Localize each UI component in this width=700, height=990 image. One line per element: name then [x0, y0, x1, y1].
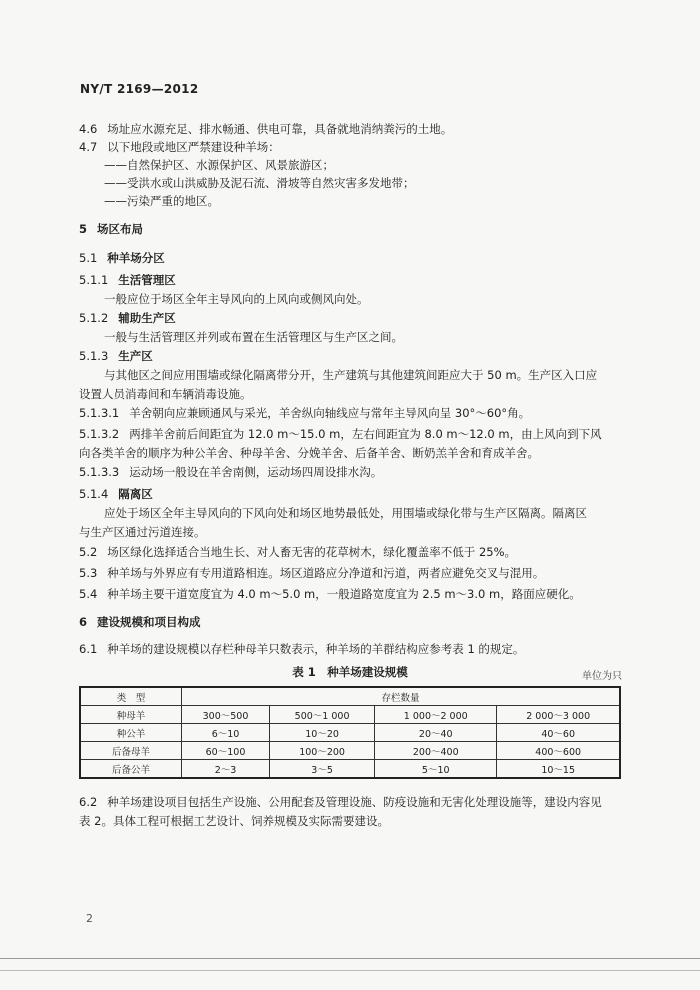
table-cell: 500～1 000: [270, 706, 375, 724]
paragraph: 设置人员消毒间和车辆消毒设施。: [79, 387, 252, 401]
header-type: 类 型: [80, 687, 182, 706]
clause-5-1-3-3: 5.1.3.3 运动场一般设在羊舍南侧，运动场四周设排水沟。: [79, 465, 383, 479]
table-cell: 60～100: [182, 742, 270, 760]
table-row: [80, 706, 620, 724]
paragraph: 与生产区通过污道连接。: [79, 525, 206, 539]
standard-code-header: NY/T 2169—2012: [80, 82, 199, 96]
table-cell: 6～10: [182, 724, 270, 742]
table-cell: 40～60: [497, 724, 620, 742]
clause-5-1-4: 5.1.4 隔离区: [79, 487, 153, 501]
table-cell: 2 000～3 000: [497, 706, 620, 724]
clause-5-1-3-1: 5.1.3.1 羊舍朝向应兼顾通风与采光，羊舍纵向轴线应与常年主导风向呈 30°～60°角。: [79, 406, 531, 420]
section-5-heading: 5 场区布局: [79, 222, 144, 236]
list-item: ——污染严重的地区。: [104, 194, 219, 208]
list-item: ——自然保护区、水源保护区、风景旅游区；: [104, 158, 334, 172]
row-label: 种公羊: [80, 724, 182, 742]
row-label: 后备母羊: [80, 742, 182, 760]
clause-6-1: 6.1 种羊场的建设规模以存栏种母羊只数表示，种羊场的羊群结构应参考表 1 的规定。: [79, 642, 525, 656]
clause-4-7: 4.7 以下地段或地区严禁建设种羊场：: [79, 140, 280, 154]
clause-5-4: 5.4 种羊场主要干道宽度宜为 4.0 m～5.0 m，一般道路宽度宜为 2.5 m～3.0 m，路面应硬化。: [79, 587, 581, 601]
paragraph: 一般与生活管理区并列或布置在生活管理区与生产区之间。: [104, 330, 403, 344]
clause-5-2: 5.2 场区绿化选择适合当地生长、对人畜无害的花草树木，绿化覆盖率不低于 25%。: [79, 545, 517, 559]
clause-5-1-1: 5.1.1 生活管理区: [79, 273, 176, 287]
table-header-row: [80, 687, 620, 706]
table-cell: 5～10: [375, 760, 497, 779]
table-cell: 100～200: [270, 742, 375, 760]
clause-6-2: 6.2 种羊场建设项目包括生产设施、公用配套及管理设施、防疫设施和无害化处理设施等，建设内容见: [79, 795, 602, 809]
clause-5-3: 5.3 种羊场与外界应有专用道路相连。场区道路应分净道和污道，两者应避免交叉与混用。: [79, 566, 545, 580]
table-cell: 10～20: [270, 724, 375, 742]
page-bottom-rule: [0, 970, 700, 971]
table-cell: 10～15: [497, 760, 620, 779]
clause-4-6: 4.6 场址应水源充足、排水畅通、供电可靠，具备就地消纳粪污的土地。: [79, 122, 453, 136]
table-title: 表 1 种羊场建设规模: [292, 665, 408, 679]
list-item: ——受洪水或山洪威胁及泥石流、滑坡等自然灾害多发地带；: [104, 176, 415, 190]
table-row: [80, 760, 620, 779]
paragraph: 与其他区之间应用围墙或绿化隔离带分开，生产建筑与其他建筑间距应大于 50 m。生产区入口应: [104, 368, 598, 382]
table-cell: 2～3: [182, 760, 270, 779]
paragraph: 应处于场区全年主导风向的下风向处和场区地势最低处，用围墙或绿化带与生产区隔离。隔离区: [104, 506, 587, 520]
header-stock-count: 存栏数量: [182, 687, 621, 706]
table-cell: 3～5: [270, 760, 375, 779]
scale-table: [79, 686, 621, 779]
section-6-heading: 6 建设规模和项目构成: [79, 615, 201, 629]
table-row: [80, 742, 620, 760]
paragraph: 一般应位于场区全年主导风向的上风向或侧风向处。: [104, 292, 369, 306]
paragraph: 向各类羊舍的顺序为种公羊舍、种母羊舍、分娩羊舍、后备羊舍、断奶羔羊舍和育成羊舍。: [79, 446, 539, 460]
table-cell: 20～40: [375, 724, 497, 742]
paragraph: 表 2。具体工程可根据工艺设计、饲养规模及实际需要建设。: [79, 814, 389, 828]
row-label: 后备公羊: [80, 760, 182, 779]
table-cell: 1 000～2 000: [375, 706, 497, 724]
row-label: 种母羊: [80, 706, 182, 724]
clause-5-1-2: 5.1.2 辅助生产区: [79, 311, 176, 325]
table-row: [80, 724, 620, 742]
page-bottom-rule: [0, 958, 700, 959]
page-number: 2: [86, 912, 93, 925]
table-cell: 300～500: [182, 706, 270, 724]
table-cell: 400～600: [497, 742, 620, 760]
table-unit: 单位为只: [582, 671, 622, 682]
clause-5-1-3: 5.1.3 生产区: [79, 349, 153, 363]
clause-5-1-3-2: 5.1.3.2 两排羊舍前后间距宜为 12.0 m～15.0 m，左右间距宜为 8.0 m～12.0 m，由上风向到下风: [79, 427, 602, 441]
table-cell: 200～400: [375, 742, 497, 760]
clause-5-1: 5.1 种羊场分区: [79, 251, 165, 265]
